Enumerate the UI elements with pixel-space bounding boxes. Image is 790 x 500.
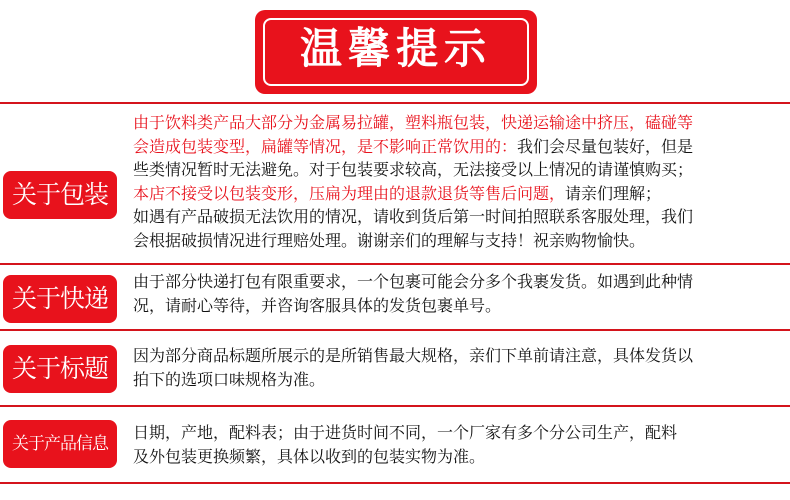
delivery-text [133,270,781,317]
section-divider [0,482,790,484]
delivery-line-2: 况，请耐心等待，并咨询客服具体的发货包裹单号。 [133,295,502,315]
label-title: 关于标题 [3,345,117,393]
title-text [133,344,781,391]
title-banner [255,10,537,94]
section-divider [0,329,790,331]
delivery-line-1: 由于部分快递打包有限重要求，一个包裹可能会分多个我裹发货。如遇到此种情 [133,272,694,291]
label-product-info: 关于产品信息 [3,420,117,468]
product-info-line-1: 日期，产地，配料表；由于进货时间不同，一个厂家有多个分公司生产，配料 [133,423,678,442]
packaging-line-4: 本店不接受以包装变形，压扁为理由的退款退货等售后问题，请亲们理解； [133,183,662,203]
label-packaging: 关于包装 [3,171,117,219]
packaging-text [133,111,781,252]
product-info-line-2: 及外包装更换频繁，具体以收到的包装实物为准。 [133,446,486,466]
packaging-line-1: 由于饮料类产品大部分为金属易拉罐，塑料瓶包装，快递运输途中挤压，磕碰等 [133,113,694,132]
label-delivery: 关于快递 [3,275,117,323]
section-divider [0,263,790,265]
section-divider [0,405,790,407]
packaging-line-5: 如遇有产品破损无法饮用的情况，请收到货后第一时间拍照联系客服处理，我们 [133,207,694,226]
title-line-1: 因为部分商品标题所展示的是所销售最大规格，亲们下单前请注意，具体发货以 [133,346,694,365]
packaging-line-6: 会根据破损情况进行理赔处理。谢谢亲们的理解与支持！祝亲购物愉快。 [133,230,646,250]
packaging-line-3: 些类情况暂时无法避免。对于包装要求较高，无法接受以上情况的请谨慎购买； [133,160,694,179]
title-line-2: 拍下的选项口味规格为准。 [133,369,326,389]
product-info-text [133,421,781,468]
section-divider [0,102,790,104]
banner-title: 温馨提示 [299,24,492,73]
packaging-line-2: 会造成包装变型，扁罐等情况，是不影响正常饮用的：我们会尽量包装好，但是 [133,136,694,156]
